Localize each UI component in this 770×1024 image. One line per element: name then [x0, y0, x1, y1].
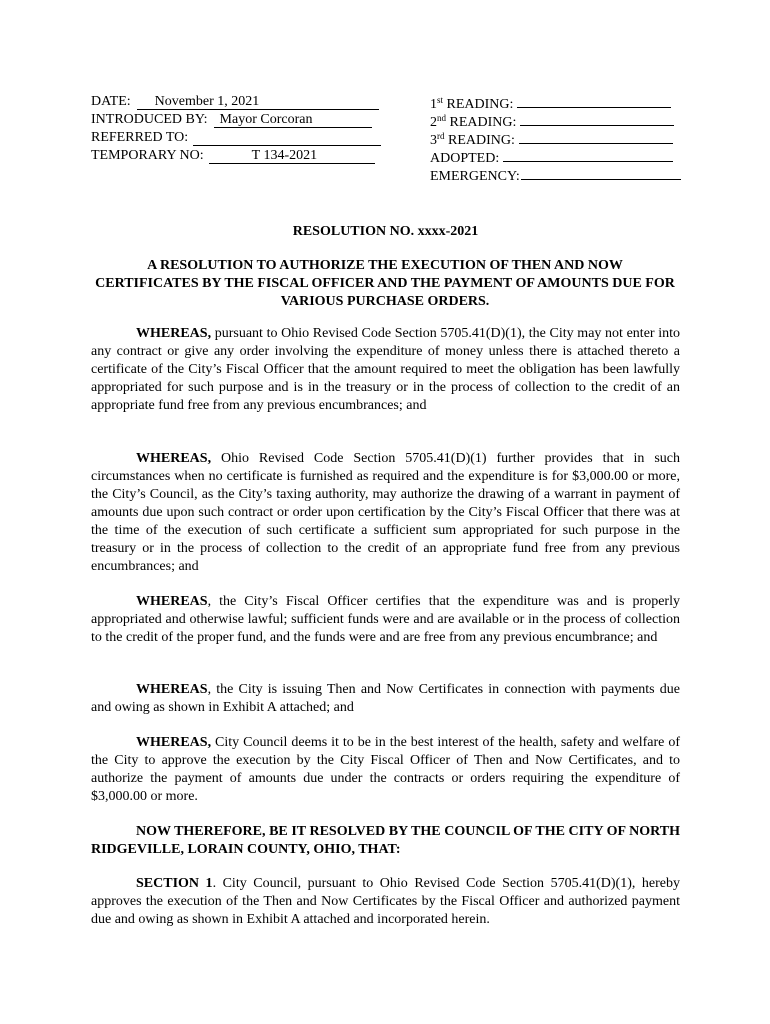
introduced-by-value: Mayor Corcoran	[219, 112, 313, 127]
temporary-no-label: TEMPORARY NO:	[91, 148, 204, 163]
section-1-paragraph: SECTION 1. City Council, pursuant to Ohio Revised Code Section 5705.41(D)(1), hereby approves the execution of the Then and Now Certificates by the Fiscal Officer and authorized payment due and owing as shown in Exhibit A attached and incorporated herein.	[91, 876, 680, 927]
referred-to-label: REFERRED TO:	[91, 130, 189, 145]
first-reading-row	[430, 93, 690, 111]
referred-to-row	[91, 129, 391, 147]
date-label: DATE:	[91, 94, 131, 109]
second-reading-row	[430, 111, 690, 129]
first-reading-field	[517, 93, 671, 108]
referred-to-field	[193, 131, 381, 146]
third-reading-field	[519, 129, 673, 144]
second-reading-field	[520, 111, 674, 126]
date-row	[91, 93, 391, 111]
temporary-no-field	[209, 149, 375, 164]
date-field	[137, 95, 379, 110]
third-reading-row	[430, 129, 690, 147]
emergency-label: EMERGENCY:	[430, 169, 520, 184]
now-therefore-clause: NOW THEREFORE, BE IT RESOLVED BY THE COUNCIL OF THE CITY OF NORTH RIDGEVILLE, LORAIN COUNTY, OHIO, THAT:	[91, 824, 680, 857]
second-reading-label: 2nd READING:	[430, 113, 517, 130]
whereas-paragraph-4: WHEREAS, the City is issuing Then and Now Certificates in connection with payments due and owing as shown in Exhibit A attached; and	[91, 682, 680, 715]
adopted-field	[503, 147, 673, 162]
whereas-paragraph-5: WHEREAS, City Council deems it to be in the best interest of the health, safety and welfare of the City to approve the execution by the City Fiscal Officer of Then and Now Certificates, and to authorize the payment of amounts due under the contracts or orders requiring the expenditure of $3,000.00 or more.	[91, 735, 680, 804]
resolution-title: A RESOLUTION TO AUTHORIZE THE EXECUTION OF THEN AND NOW CERTIFICATES BY THE FISCAL OFFICER AND THE PAYMENT OF AMOUNTS DUE FOR VARIOUS PURCHASE ORDERS.	[95, 258, 675, 309]
header-left	[91, 93, 391, 165]
introduced-by-label: INTRODUCED BY:	[91, 112, 208, 127]
whereas-paragraph-2: WHEREAS, Ohio Revised Code Section 5705.41(D)(1) further provides that in such circumstances when no certificate is furnished as required and the expenditure is for $3,000.00 or more, the City’s Council, as the City’s taxing authority, may authorize the drawing of a warrant in payment of amounts due upon such contract or order upon certification by the City’s Fiscal Officer that there was at the time of the execution of such certificate a sufficient sum appropriated for such purpose in the treasury or in the process of collection to the credit of an appropriate fund free from any previous encumbrances; and	[91, 451, 680, 574]
emergency-field	[521, 165, 681, 180]
whereas-paragraph-3: WHEREAS, the City’s Fiscal Officer certifies that the expenditure was and is properly appropriated and otherwise lawful; sufficient funds were and are available or in the process of collection to the credit of the proper fund, and the funds were and are free from any previous encumbrance; and	[91, 594, 680, 645]
introduced-by-field	[214, 113, 372, 128]
header-right	[430, 93, 690, 183]
date-value: November 1, 2021	[154, 94, 260, 109]
resolution-number: RESOLUTION NO. xxxx-2021	[292, 224, 479, 239]
introduced-by-row	[91, 111, 391, 129]
adopted-row	[430, 147, 690, 165]
adopted-label: ADOPTED:	[430, 151, 500, 166]
whereas-paragraph-1: WHEREAS, pursuant to Ohio Revised Code Section 5705.41(D)(1), the City may not enter into any contract or give any order involving the expenditure of money unless there is attached thereto a certificate of the City’s Fiscal Officer that the amount required to meet the obligation has been lawfully appropriated for such purpose and is in the treasury or in the process of collection to the credit of an appropriate fund free from any previous encumbrances; and	[91, 326, 680, 413]
temporary-no-row	[91, 147, 391, 165]
third-reading-label: 3rd READING:	[430, 131, 515, 148]
temporary-no-value: T 134-2021	[251, 148, 318, 163]
emergency-row	[430, 165, 690, 183]
first-reading-label: 1st READING:	[430, 95, 514, 112]
